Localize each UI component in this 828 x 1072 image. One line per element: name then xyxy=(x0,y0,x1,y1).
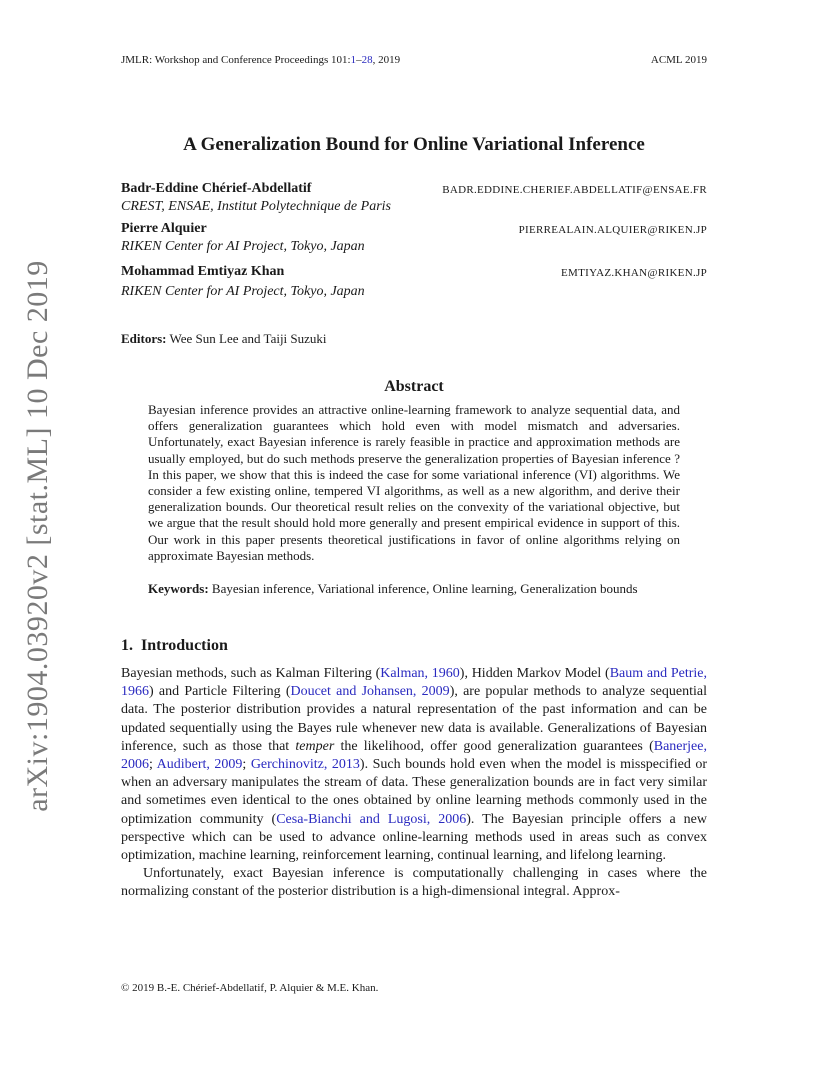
text-run: ). Such bounds hold even when the model is misspecified or when an adversary manipulates the stream of data. These generalization bounds are in fact very similar and sometimes even identical to the ones obtained by online learning methods commonly used in the optimization community ( xyxy=(121,757,708,827)
author-email: BADR.EDDINE.CHERIEF.ABDELLATIF@ENSAE.FR xyxy=(442,184,707,196)
paper-title: A Generalization Bound for Online Variational Inference xyxy=(183,134,645,155)
emphasis-temper: temper xyxy=(295,738,335,754)
editors-label: Editors: xyxy=(121,331,167,346)
text-run: ; xyxy=(149,757,157,773)
author-email: EMTIYAZ.KHAN@RIKEN.JP xyxy=(561,267,707,279)
author-affiliation: RIKEN Center for AI Project, Tokyo, Japan xyxy=(121,284,365,299)
citation-link[interactable]: Kalman, 1960 xyxy=(380,666,460,681)
text-run: ; xyxy=(242,757,251,773)
paragraph xyxy=(121,665,707,865)
citation-link[interactable]: Baum and Petrie, 1966 xyxy=(121,666,707,700)
arxiv-stamp: arXiv:1904.03920v2 [stat.ML] 10 Dec 2019 xyxy=(21,260,54,812)
abstract-body: Bayesian inference provides an attractive online-learning framework to analyze sequential data, and offers generalization guarantees which hold even with model mismatch and adversaries. Unfortunately, exact Bayesian inference is rarely feasible in practice and approximation methods are usually employed, but do such methods preserve the generalization properties of Bayesian inference ? In this paper, we show that this is indeed the case for some variational inference (VI) algorithms. We consider a few existing online, tempered VI algorithms, as well as a new algorithm, and derive their generalization bounds. Our theoretical result relies on the convexity of the variational objective, but we argue that the result should hold more generally and present empirical evidence in support of this. Our work in this paper presents theoretical justifications in favor of online algorithms relying on approximate Bayesian methods. xyxy=(148,402,680,563)
author-name: Badr-Eddine Chérief-Abdellatif xyxy=(121,181,312,196)
running-header-conference: ACML 2019 xyxy=(650,54,707,66)
abstract-heading: Abstract xyxy=(384,378,444,395)
text-run: ). The Bayesian principle offers a new perspective which can be used to advance online-learning methods used in areas such as convex optimization, machine learning, reinforcement learning, continual learning, and lifelong learning. xyxy=(121,811,707,864)
citation-link[interactable]: Gerchinovitz, 2013 xyxy=(250,757,360,773)
text-run: ) and Particle Filtering ( xyxy=(149,684,291,700)
keywords-line xyxy=(148,581,680,597)
paragraph: Unfortunately, exact Bayesian inference is computationally challenging in cases where the normalizing constant of the posterior distribution is a high-dimensional integral. Approx- xyxy=(121,866,707,900)
citation-link[interactable]: Banerjee, 2006 xyxy=(121,738,707,773)
section-title: Introduction xyxy=(141,637,228,654)
author-name: Mohammad Emtiyaz Khan xyxy=(121,264,285,279)
author-email: PIERREALAIN.ALQUIER@RIKEN.JP xyxy=(518,224,707,236)
section-heading xyxy=(121,637,228,655)
editors-line xyxy=(121,331,327,347)
journal-prefix: JMLR: Workshop and Conference Proceedings 101: xyxy=(121,54,351,66)
copyright-footer: © 2019 B.-E. Chérief-Abdellatif, P. Alquier & M.E. Khan. xyxy=(121,982,379,994)
text-run: ), are popular methods to analyze sequential data. The posterior distribution provides a natural representation of the past information and can be updated sequentially using the Bayes rule whenever new data is available. Generalizations of Bayesian inference, such as those that xyxy=(121,684,707,754)
keywords-label: Keywords: xyxy=(148,581,209,596)
text-run: Bayesian methods, such as Kalman Filtering ( xyxy=(121,666,381,681)
citation-link[interactable]: Audibert, 2009 xyxy=(156,757,243,773)
section-number: 1. xyxy=(121,637,133,654)
page-end-link[interactable]: 28 xyxy=(361,54,373,66)
page-start-link[interactable]: 1 xyxy=(350,54,357,66)
introduction-body xyxy=(121,665,707,902)
text-run: ), Hidden Markov Model ( xyxy=(459,666,610,681)
author-name: Pierre Alquier xyxy=(121,221,207,236)
page-dash: – xyxy=(356,54,362,66)
text-run: the likelihood, offer good generalization guarantees ( xyxy=(334,738,654,754)
keywords-text: Bayesian inference, Variational inference, Online learning, Generalization bounds xyxy=(211,581,638,596)
editors-names: Wee Sun Lee and Taiji Suzuki xyxy=(169,331,327,346)
citation-link[interactable]: Cesa-Bianchi and Lugosi, 2006 xyxy=(276,811,467,827)
running-header-journal xyxy=(121,54,400,66)
citation-link[interactable]: Doucet and Johansen, 2009 xyxy=(290,684,450,700)
author-affiliation: RIKEN Center for AI Project, Tokyo, Japan xyxy=(121,239,365,254)
author-affiliation: CREST, ENSAE, Institut Polytechnique de Paris xyxy=(121,199,391,214)
header-year: , 2019 xyxy=(372,54,401,66)
